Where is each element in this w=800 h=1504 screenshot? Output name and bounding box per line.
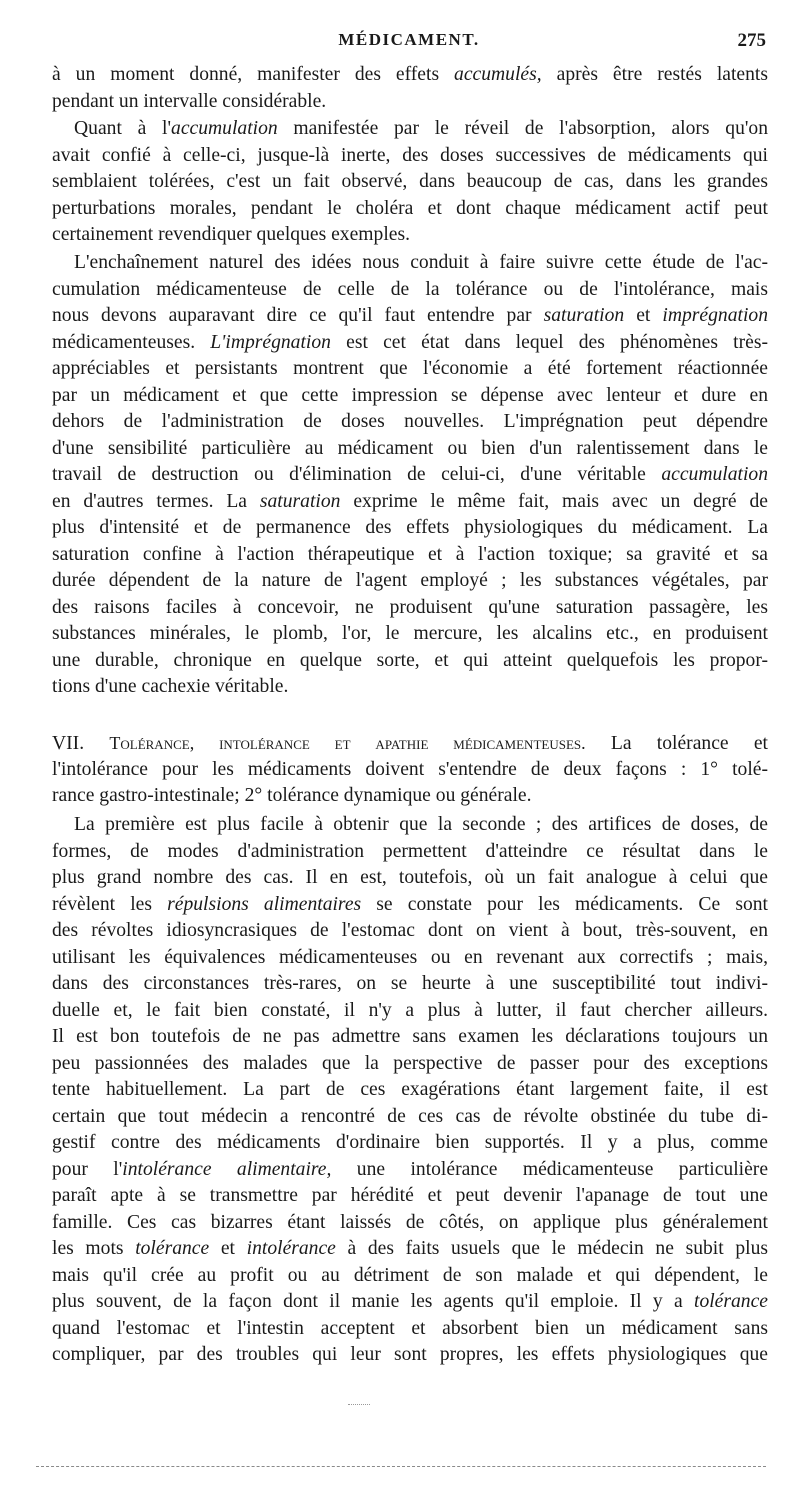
text-line (52, 1289, 768, 1316)
text-run: VII. (52, 733, 110, 754)
text-line (52, 1210, 768, 1237)
text-run: à un moment donné, manifester des effets (52, 64, 455, 85)
italic-text: répulsions alimentaires (167, 893, 362, 915)
text-run: tions d'une cachexie véritable. (52, 676, 289, 697)
text-run: une durable, chronique en quelque sorte, et qui atteint quelquefois les propor- (52, 649, 768, 671)
text-run: pendant un intervalle considérable. (52, 90, 327, 112)
text-run: médicamenteuses. (52, 331, 211, 353)
text-run: se constate pour les médicaments. Ce sont (361, 893, 768, 915)
italic-text: L'imprégnation (210, 331, 331, 353)
paragraph-impregnation (52, 250, 768, 701)
text-run: quand l'estomac et l'intestin acceptent et absorbent bien un médicament sans (52, 1317, 768, 1339)
small-caps-heading: Tolérance, intolérance et apathie médicamenteuses. (109, 733, 586, 753)
text-run: Il est bon toutefois de ne pas admettre sans examen les déclarations toujours un (52, 1026, 768, 1047)
italic-text: saturation (259, 490, 341, 512)
text-run: saturation confine à l'action thérapeutique et à l'action toxique; sa gravité et sa (52, 543, 768, 565)
text-run: et (209, 1238, 247, 1259)
text-run: gestif contre des médicaments d'ordinaire bien supportés. Il y a plus, comme (52, 1132, 768, 1153)
text-line (52, 783, 768, 810)
page-number: 275 (737, 30, 766, 51)
text-run: nous devons auparavant dire ce qu'il faut entendre par (52, 305, 544, 326)
text-run: est cet état dans lequel des phénomènes très- (330, 331, 768, 353)
text-run: L'enchaînement naturel des idées nous conduit à faire suivre cette étude de l'ac- (74, 252, 768, 273)
italic-text: saturation (543, 305, 625, 326)
text-line (52, 303, 768, 330)
printer-mark (348, 1404, 370, 1406)
text-line (52, 865, 768, 892)
text-line (52, 277, 768, 304)
text-run: plus souvent, de la façon dont il manie les agents qu'il emploie. Il y a (52, 1291, 694, 1312)
text-run: tente habituellement. La part de ces exagérations étant largement faite, il est (52, 1079, 768, 1100)
text-line (52, 1316, 768, 1343)
text-line (52, 621, 768, 648)
text-line (52, 998, 768, 1025)
text-line (52, 436, 768, 463)
text-run: compliquer, par des troubles qui leur sont propres, les effets physiologiques que (52, 1344, 768, 1365)
text-line (52, 356, 768, 383)
footer-rule (36, 1466, 766, 1467)
text-run: semblaient tolérées, c'est un fait observé, dans beaucoup de cas, dans les grandes (52, 171, 768, 192)
text-run: certain que tout médecin a rencontré de ces cas de révolte obstinée du tube di- (52, 1105, 768, 1127)
text-run: durée dépendent de la nature de l'agent employé ; les substances végétales, par (52, 570, 768, 591)
text-run: plus grand nombre des cas. Il en est, toutefois, où un fait analogue à celui que (52, 867, 768, 888)
italic-text: imprégnation (662, 305, 768, 326)
text-line (52, 1183, 768, 1210)
text-line (52, 648, 768, 675)
text-run: les mots (52, 1238, 136, 1259)
text-run: à des faits usuels que le médecin ne subit plus (335, 1238, 768, 1259)
text-run: après être restés latents (541, 64, 768, 85)
italic-text: accumulés, (454, 64, 542, 85)
text-line (52, 1157, 768, 1184)
text-run: La tolérance et (585, 733, 768, 754)
text-line (52, 116, 768, 143)
text-line (52, 892, 768, 919)
text-line (52, 515, 768, 542)
text-run: pour l' (52, 1158, 123, 1180)
text-run: des raisons faciles à concevoir, ne produisent qu'une saturation passagère, les (52, 596, 768, 618)
text-run: manifestée par le réveil de l'absorption, alors qu'on (277, 118, 768, 139)
text-line (52, 1236, 768, 1263)
text-run: d'une sensibilité particulière au médicament ou bien d'un ralentissement dans le (52, 437, 768, 459)
text-line (52, 169, 768, 196)
section-vii-heading-paragraph (52, 730, 768, 810)
text-line (52, 89, 768, 116)
text-run: avait confié à celle-ci, jusque-là inerte, des doses successives de médicaments qui (52, 144, 768, 166)
paragraph-accumulation (52, 116, 768, 249)
text-line (52, 409, 768, 436)
text-line (52, 1077, 768, 1104)
text-run: utilisant les équivalences médicamenteuses ou en revenant aux correctifs ; mais, (52, 946, 768, 968)
italic-text: tolérance (694, 1291, 768, 1312)
text-line (52, 542, 768, 569)
text-line (52, 383, 768, 410)
text-run: cumulation médicamenteuse de celle de la tolérance ou de l'intolérance, mais (52, 278, 768, 300)
text-run: rance gastro-intestinale; 2° tolérance dynamique ou générale. (52, 785, 532, 806)
text-run: travail de destruction ou d'élimination de celui-ci, d'une véritable (52, 464, 662, 485)
text-run: certainement revendiquer quelques exemples. (52, 224, 410, 245)
text-run: perturbations morales, pendant le choléra et dont chaque médicament actif peut (52, 197, 768, 219)
text-run: Quant à l' (74, 118, 172, 139)
text-run: substances minérales, le plomb, l'or, le mercure, les alcalins etc., en produisent (52, 623, 768, 644)
page-header (52, 30, 766, 60)
italic-text: intolérance alimentaire, (122, 1158, 332, 1180)
text-run: des révoltes idiosyncrasiques de l'estomac dont on vient à bout, très-souvent, en (52, 920, 768, 941)
text-line (52, 730, 768, 757)
text-line (52, 757, 768, 784)
text-line (52, 62, 768, 89)
text-line (52, 1263, 768, 1290)
italic-text: accumulation (171, 118, 278, 139)
text-line (52, 143, 768, 170)
text-run: plus d'intensité et de permanence des effets physiologiques du médicament. La (52, 517, 768, 538)
text-run: duelle et, le fait bien constaté, il n'y a plus à lutter, il faut chercher ailleurs. (52, 999, 768, 1021)
text-line (52, 250, 768, 277)
text-line (52, 674, 768, 701)
text-run: La première est plus facile à obtenir que la seconde ; des artifices de doses, de (74, 814, 768, 835)
text-line (52, 945, 768, 972)
paragraph-tolerance (52, 812, 768, 1369)
text-run: et (624, 305, 663, 326)
text-line (52, 1104, 768, 1131)
text-line (52, 330, 768, 357)
text-run: l'intolérance pour les médicaments doivent s'entendre de deux façons : 1° tolé- (52, 758, 768, 780)
text-line (52, 971, 768, 998)
text-run: formes, de modes d'administration permettent d'atteindre ce résultat dans le (52, 840, 768, 862)
paragraph-continuation (52, 62, 768, 115)
text-line (52, 1130, 768, 1157)
text-run: dehors de l'administration de doses nouvelles. L'imprégnation peut dépendre (52, 411, 768, 432)
text-run: en d'autres termes. La (52, 490, 260, 512)
text-line (52, 1051, 768, 1078)
text-line (52, 489, 768, 516)
text-run: peu passionnées des malades que la perspective de passer pour des exceptions (52, 1052, 768, 1074)
text-line (52, 839, 768, 866)
text-run: mais qu'il crée au profit ou au détriment de son malade et qui dépendent, le (52, 1264, 768, 1286)
text-line (52, 918, 768, 945)
text-run: exprime le même fait, mais avec un degré de (340, 490, 768, 512)
text-run: par un médicament et que cette impression se dépense avec lenteur et dure en (52, 384, 768, 406)
text-run: paraît apte à se transmettre par hérédité et peut devenir l'apanage de tout une (52, 1185, 768, 1206)
italic-text: accumulation (661, 464, 768, 485)
italic-text: tolérance (135, 1238, 210, 1259)
text-line (52, 1342, 768, 1369)
text-line (52, 812, 768, 839)
text-run: révèlent les (52, 893, 168, 915)
italic-text: intolérance (246, 1238, 336, 1259)
text-run: appréciables et persistants montrent que l'économie a été fortement réactionnée (52, 358, 768, 379)
text-line (52, 1024, 768, 1051)
text-run: famille. Ces cas bizarres étant laissés de côtés, on applique plus généralement (52, 1211, 768, 1233)
text-line (52, 196, 768, 223)
text-run: une intolérance médicamenteuse particulière (331, 1158, 768, 1180)
text-line (52, 462, 768, 489)
text-run: dans des circonstances très-rares, on se heurte à une susceptibilité tout indivi- (52, 973, 768, 994)
running-title: MÉDICAMENT. (338, 30, 480, 49)
text-line (52, 222, 768, 249)
text-line (52, 595, 768, 622)
text-line (52, 568, 768, 595)
